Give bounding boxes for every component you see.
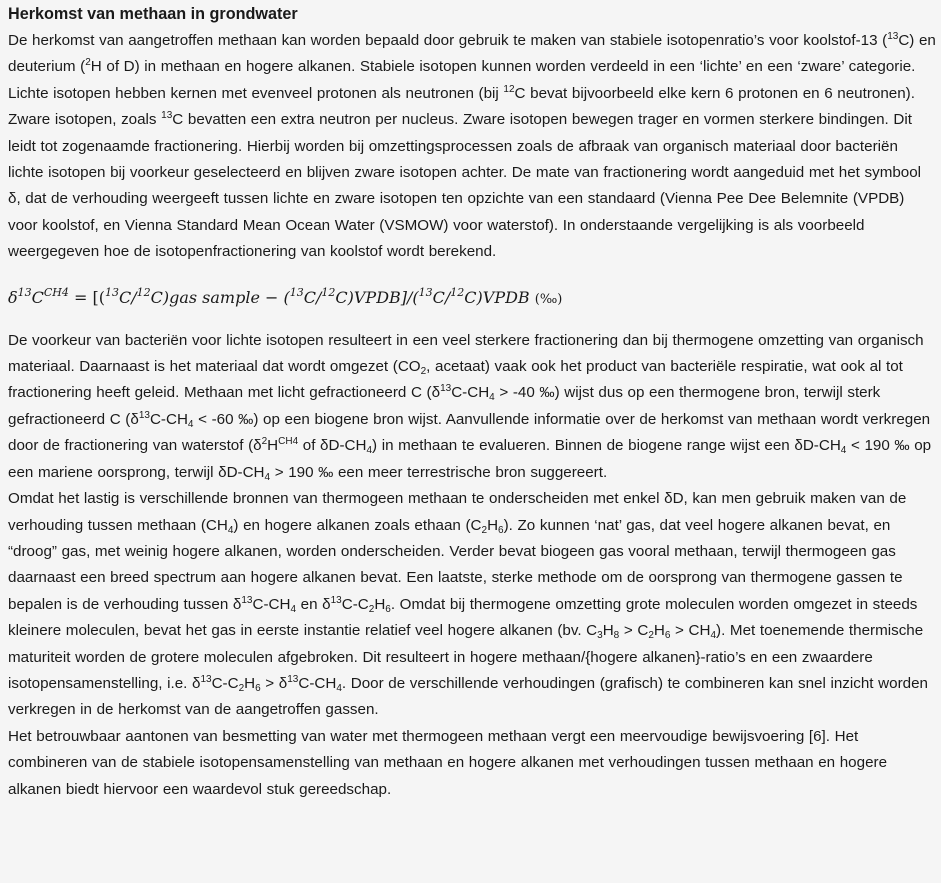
document-page <box>8 4 936 803</box>
section-title: Herkomst van methaan in grondwater <box>8 5 298 23</box>
paragraph-conclusion: Het betrouwbaar aantonen van besmetting van water met thermogeen methaan vergt een meervoudige bewijsvoering [6]. Het combineren van de stabiele isotopensamenstelling van methaan en hogere alkanen met verhoudingen tussen methaan en hogere alkanen biedt hiervoor een waardevol stuk gereedschap. <box>8 727 888 798</box>
paragraph-bacterial: De voorkeur van bacteriën voor lichte isotopen resulteert in een veel sterkere fractionering dan bij thermogene omzetting van organisch materiaal. Daarnaast is het materiaal dat wordt omgezet ($CO_2$, acetaat) vaak ook het product van bacteriële respiratie, wat ook al tot fractionering heeft geleid. Methaan met licht gefractioneerd C ($\delta^{13}C-CH_4 > -40$ ‰) wijst dus op een thermogene bron, terwijl sterk gefractioneerd C ($\delta^{13}C-CH_4 < -60$ ‰) op een biogene bron wijst. Aanvullende informatie over de herkomst van methaan wordt verkregen door de fractionering van waterstof ($\delta^2H^{CH4}$ of $\delta D-CH_4$) in methaan te evalueren. Binnen de biogene range wijst een $\delta D-CH_4 < 190$ ‰ op een mariene oorsprong, terwijl $\delta D-CH_4 > 190$ ‰ een meer terrestrische bron suggereert. <box>8 331 932 483</box>
isotope-formula: $\delta^{13}C^{CH4} = [(^{13}C/^{12}C)gas$ sample − ($^{13}$C/$^{12}$C)VPDB]/($^{13}$C/$^{12}$C)VPDB (‰) <box>8 285 563 307</box>
paragraph-intro: De herkomst van aangetroffen methaan kan worden bepaald door gebruik te maken van stabiele isotopenratio’s voor koolstof-13 ($^{13}$C) en deuterium ($^2$H of D) in methaan en hogere alkanen. Stabiele isotopen kunnen worden verdeeld in een ‘lichte’ en een ‘zware’ categorie. Lichte isotopen hebben kernen met evenveel protonen als neutronen (bij $^{12}$C bevat bijvoorbeeld elke kern 6 protonen en 6 neutronen). Zware isotopen, zoals $^{13}$C bevatten een extra neutron per nucleus. Zware isotopen bewegen trager en vormen sterkere bindingen. Dit leidt tot zogenaamde fractionering. Hierbij worden bij omzettingsprocessen zoals de afbraak van organisch materiaal door bacteriën lichte isotopen bij voorkeur geselecteerd en blijven zware isotopen achter. De mate van fractionering wordt aangeduid met het symbool δ, dat de verhouding weergeeft tussen lichte en zware isotopen ten opzichte van een standaard (Vienna Pee Dee Belemnite (VPDB) voor koolstof, en Vienna Standard Mean Ocean Water (VSMOW) voor waterstof). In onderstaande vergelijking is als voorbeeld weergegeven hoe de isotopenfractionering van koolstof wordt berekend. <box>8 31 936 261</box>
paragraph-thermogenic: Omdat het lastig is verschillende bronnen van thermogeen methaan te onderscheiden met enkel δD, kan men gebruik maken van de verhouding tussen methaan $(CH_4)$ en hogere alkanen zoals ethaan $(C_2H_6)$. Zo kunnen ‘nat’ gas, dat veel hogere alkanen bevat, en “droog” gas, met weinig hogere alkanen, worden onderscheiden. Verder bevat biogeen gas vooral methaan, terwijl thermogeen gas daarnaast een breed spectrum aan hogere alkanen bevat. Een laatste, sterke methode om de oorsprong van thermogene gassen te bepalen is de verhouding tussen $\delta^{13}C-CH_4$ en $\delta^{13}C-C_2H_6$. Omdat bij thermogene omzetting grote moleculen worden omgezet in steeds kleinere moleculen, bevat het gas in eerste instantie relatief veel hogere alkanen (bv. $C_3H_8 > C_2H_6 > CH_4$). Met toenemende thermische maturiteit worden de grotere moleculen afgebroken. Dit resulteert in hogere methaan/{hogere alkanen}-ratio’s en een zwaardere isotopensamenstelling, i.e. $\delta^{13}C-C_2H_6 > \delta^{13}C-CH_4$. Door de verschillende verhoudingen (grafisch) te combineren kan snel inzicht worden verkregen in de herkomst van de aangetroffen gassen. <box>8 490 928 719</box>
